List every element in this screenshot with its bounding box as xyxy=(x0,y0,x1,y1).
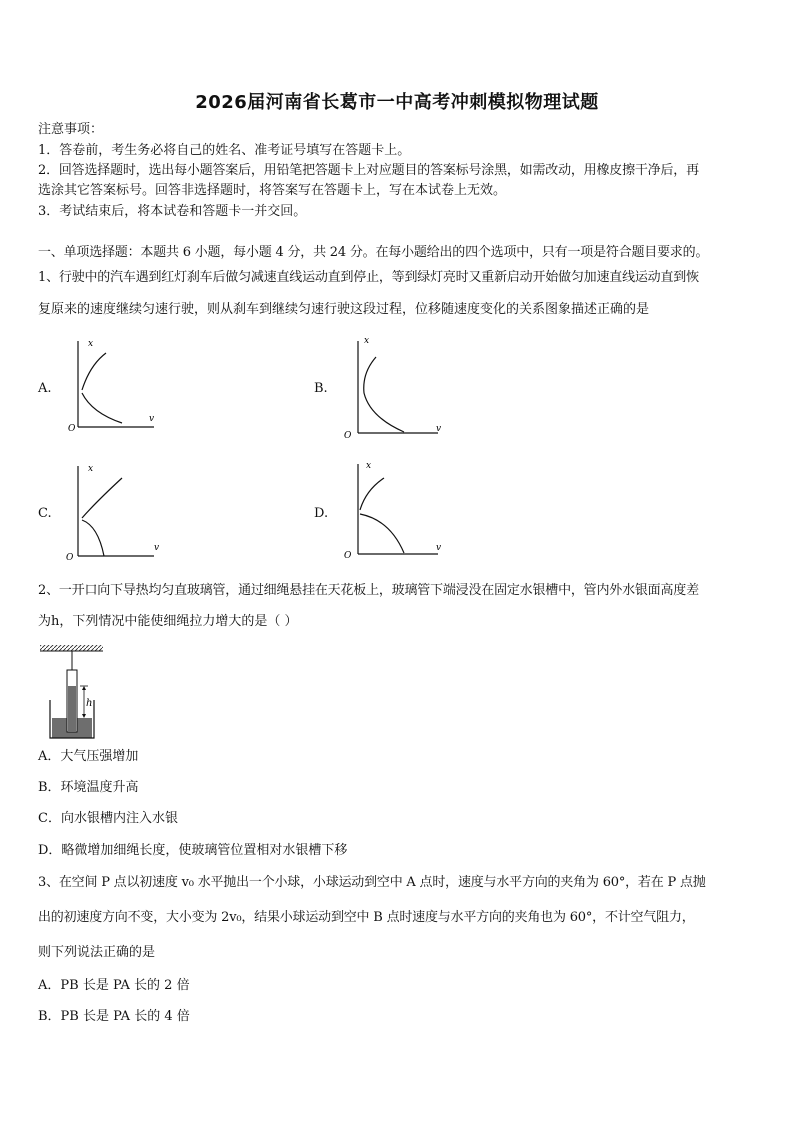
notice-item-2: 2．回答选择题时，选出每小题答案后，用铅笔把答题卡上对应题目的答案标号涂黑，如需改动，用橡皮擦干净后，再 xyxy=(38,163,699,178)
graph-a-curve-down xyxy=(82,393,122,423)
graph-d-x-label: x xyxy=(366,461,372,471)
q1-option-d-label: D. xyxy=(314,506,329,521)
graph-c-origin: O xyxy=(66,553,74,560)
graph-d-curve-up xyxy=(360,478,384,510)
graph-d-curve-down xyxy=(360,514,404,553)
tube-diagram xyxy=(38,640,108,740)
notice-item-3: 3．考试结束后，将本试卷和答题卡一并交回。 xyxy=(38,204,307,219)
graph-a-curve-up xyxy=(82,353,106,390)
q3-option-b: B．PB 长是 PA 长的 4 倍 xyxy=(38,1009,190,1024)
graph-d-v-label: v xyxy=(436,543,442,553)
graph-b xyxy=(340,335,450,440)
q1-option-b-label: B. xyxy=(314,381,328,396)
q3-text-line3: 则下列说法正确的是 xyxy=(38,945,156,960)
page-title: 2026届河南省长葛市一中高考冲刺模拟物理试题 xyxy=(195,92,599,113)
graph-a-origin: O xyxy=(68,424,76,434)
q2-text-line2: 为h，下列情况中能使细绳拉力增大的是（ ） xyxy=(38,614,298,629)
ceiling-icon xyxy=(40,645,103,651)
graph-a-x-label: x xyxy=(88,339,94,349)
graph-d xyxy=(340,458,450,558)
q1-option-c-label: C. xyxy=(38,506,52,521)
graph-a-v-label: v xyxy=(149,414,155,424)
q3-option-a: A．PB 长是 PA 长的 2 倍 xyxy=(38,978,190,993)
q3-text-line1: 3、在空间 P 点以初速度 v₀ 水平抛出一个小球，小球运动到空中 A 点时，速度与水平方向的夹角为 60°，若在 P 点抛 xyxy=(38,875,706,890)
graph-b-origin: O xyxy=(344,431,352,440)
q1-text-line2: 复原来的速度继续匀速行驶，则从刹车到继续匀速行驶这段过程，位移随速度变化的关系图象描述正确的是 xyxy=(38,302,650,317)
q2-option-a: A．大气压强增加 xyxy=(38,749,139,764)
q2-text-line1: 2、一开口向下导热均匀直玻璃管，通过细绳悬挂在天花板上，玻璃管下端浸没在固定水银槽中，管内外水银面高度差 xyxy=(38,583,699,598)
q3-text-line2: 出的初速度方向不变，大小变为 2v₀，结果小球运动到空中 B 点时速度与水平方向的夹角也为 60°，不计空气阻力， xyxy=(38,910,695,925)
q2-option-c: C．向水银槽内注入水银 xyxy=(38,811,178,826)
graph-a xyxy=(62,335,162,435)
q2-option-d: D．略微增加细绳长度，使玻璃管位置相对水银槽下移 xyxy=(38,843,348,858)
q1-option-a-label: A. xyxy=(38,381,52,396)
graph-b-curve xyxy=(364,357,404,432)
graph-c-x-label: x xyxy=(88,464,94,474)
section-header: 一、单项选择题：本题共 6 小题，每小题 4 分，共 24 分。在每小题给出的四个选项中，只有一项是符合题目要求的。 xyxy=(38,245,709,260)
h-label: h xyxy=(86,698,93,709)
notice-heading: 注意事项： xyxy=(38,122,104,137)
graph-c-curve-up xyxy=(82,478,122,518)
graph-c xyxy=(62,460,162,560)
graph-b-x-label: x xyxy=(364,336,370,346)
q2-option-b: B．环境温度升高 xyxy=(38,780,139,795)
graph-b-v-label: v xyxy=(436,424,442,434)
graph-c-v-label: v xyxy=(154,543,160,553)
graph-d-origin: O xyxy=(344,551,352,558)
notice-item-2-cont: 选涂其它答案标号。回答非选择题时，将答案写在答题卡上，写在本试卷上无效。 xyxy=(38,183,507,198)
notice-item-1: 1．答卷前，考生务必将自己的姓名、准考证号填写在答题卡上。 xyxy=(38,143,411,158)
mercury-column xyxy=(68,686,76,732)
graph-c-curve-down xyxy=(82,520,104,556)
q1-text-line1: 1、行驶中的汽车遇到红灯刹车后做匀减速直线运动直到停止，等到绿灯亮时又重新启动开始做匀加速直线运动直到恢 xyxy=(38,270,699,285)
